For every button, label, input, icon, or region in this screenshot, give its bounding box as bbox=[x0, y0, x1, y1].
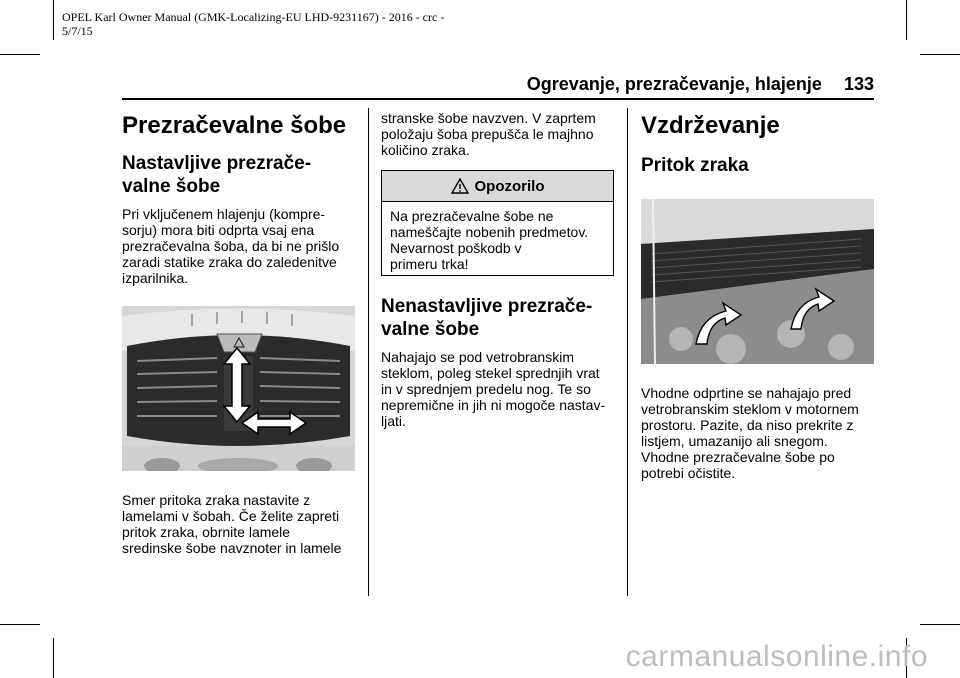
crop-mark bbox=[920, 624, 960, 625]
page-number: 133 bbox=[843, 74, 874, 94]
warning-box bbox=[381, 170, 614, 276]
warning-text bbox=[382, 202, 613, 278]
text-line: lamelami v šobah. Če želite zapreti bbox=[122, 508, 340, 524]
text-line: sredinske šobe navznoter in lamele bbox=[122, 540, 342, 556]
crop-mark bbox=[906, 0, 907, 40]
crop-mark bbox=[53, 638, 54, 678]
subheading-line: valne šobe bbox=[381, 319, 480, 340]
warning-header bbox=[382, 171, 613, 202]
crop-mark bbox=[0, 54, 40, 55]
text-line: sorju) mora biti odprta vsaj ena bbox=[122, 222, 315, 238]
column-2-section bbox=[381, 295, 617, 429]
subheading-line: valne šobe bbox=[122, 176, 221, 197]
column-2 bbox=[381, 110, 617, 158]
text-line: Pri vključenem hlajenju (kompre- bbox=[122, 206, 326, 222]
text-line: potrebi očistite. bbox=[641, 465, 736, 481]
column-3-paragraph bbox=[641, 385, 877, 481]
crop-mark bbox=[920, 54, 960, 55]
column-1 bbox=[122, 112, 358, 286]
print-metadata-line1: OPEL Karl Owner Manual (GMK-Localizing-EU LHD-9231167) - 2016 - crc - bbox=[62, 10, 445, 24]
text-line: Nevarnost poškodb v bbox=[390, 240, 522, 256]
subheading: Pritok zraka bbox=[641, 155, 749, 176]
running-header bbox=[527, 74, 874, 95]
vents-illustration bbox=[122, 306, 355, 471]
text-line: pritok zraka, obrnite lamele bbox=[122, 524, 291, 540]
warning-title: Opozorilo bbox=[474, 177, 545, 195]
text-line: Vhodne odprtine se nahajajo pred bbox=[641, 385, 852, 401]
print-metadata bbox=[62, 10, 444, 38]
text-line: ljati. bbox=[381, 413, 406, 429]
column-3 bbox=[641, 112, 877, 177]
print-metadata-line2: 5/7/15 bbox=[62, 24, 93, 38]
section-title: Ogrevanje, prezračevanje, hlajenje bbox=[526, 74, 822, 94]
watermark: carmanualsonline.info bbox=[625, 640, 928, 673]
text-line: Na prezračevalne šobe ne bbox=[390, 208, 554, 224]
crop-mark bbox=[0, 624, 40, 625]
text-line: zaradi statike zraka do zaledenitve bbox=[122, 254, 337, 270]
subheading bbox=[381, 295, 617, 341]
text-line: nameščajte nobenih predmetov. bbox=[390, 224, 589, 240]
column-1-continued bbox=[122, 492, 362, 556]
air-inlet-photo bbox=[641, 199, 874, 364]
text-line: prezračevalna šoba, da bi ne prišlo bbox=[122, 238, 340, 254]
text-line: količino zraka. bbox=[381, 142, 470, 158]
warning-icon bbox=[451, 178, 469, 194]
text-line: izparilnika. bbox=[122, 270, 189, 286]
text-line: stranske šobe navzven. V zaprtem bbox=[381, 110, 596, 126]
text-line: nepremične in jih ni mogoče nastav- bbox=[381, 397, 606, 413]
crop-mark bbox=[53, 0, 54, 40]
text-line: Nahajajo se pod vetrobranskim bbox=[381, 349, 574, 365]
subheading-line: Nastavljive prezrače- bbox=[122, 153, 312, 174]
column-divider bbox=[368, 108, 369, 596]
section-heading: Prezračevalne šobe bbox=[122, 112, 347, 139]
text-line: in v sprednjem predelu nog. Te so bbox=[381, 381, 591, 397]
header-rule bbox=[122, 98, 874, 100]
text-line: položaju šoba prepušča le majhno bbox=[381, 126, 594, 142]
subheading-line: Nenastavljive prezrače- bbox=[381, 296, 593, 317]
text-line: steklom, poleg stekel sprednjih vrat bbox=[381, 365, 600, 381]
column-divider bbox=[627, 108, 628, 596]
section-heading: Vzdrževanje bbox=[641, 112, 780, 139]
paragraph bbox=[122, 206, 358, 286]
text-line: Vhodne prezračevalne šobe po bbox=[641, 449, 835, 465]
text-line: prostoru. Pazite, da niso prekrite z bbox=[641, 417, 854, 433]
text-line: Smer pritoka zraka nastavite z bbox=[122, 492, 311, 508]
text-line: vetrobranskim steklom v motornem bbox=[641, 401, 859, 417]
paragraph bbox=[381, 349, 617, 429]
text-line: listjem, umazanijo ali snegom. bbox=[641, 433, 828, 449]
text-line: primeru trka! bbox=[390, 256, 469, 272]
subheading bbox=[122, 152, 358, 198]
